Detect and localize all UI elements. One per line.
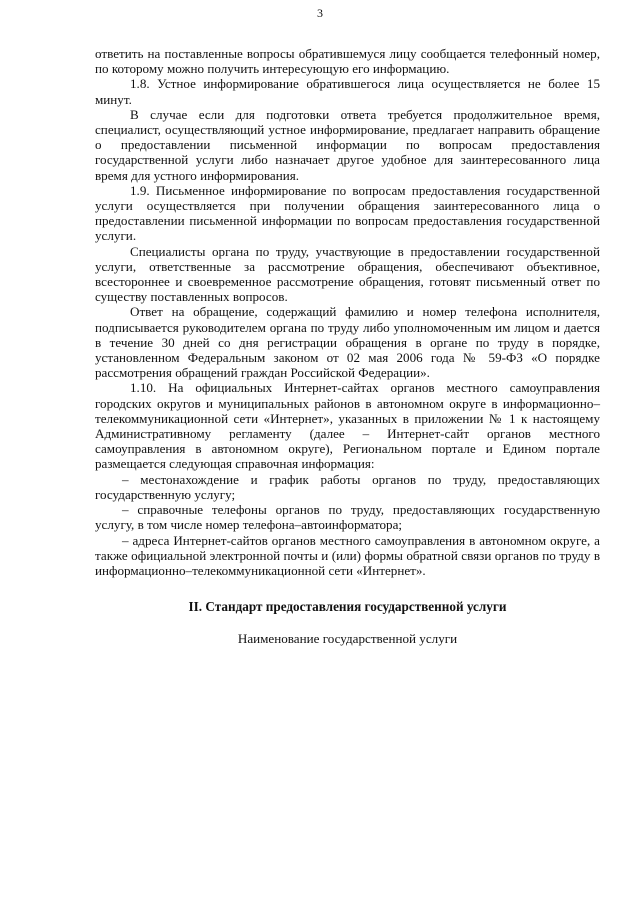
section-title: II. Стандарт предоставления государственной услуги bbox=[188, 599, 507, 615]
subsection-title: Наименование государственной услуги bbox=[237, 631, 458, 647]
list-item-addresses: – адреса Интернет-сайтов органов местного самоуправления в автономном округе, а также официальной электронной почты и (или) формы обратной связи органов по труду в информационно–телекоммуникационной сети «Интернет». bbox=[95, 532, 600, 578]
paragraph-1-8: 1.8. Устное информирование обратившегося лица осуществляется не более 15 минут. bbox=[95, 76, 600, 107]
list-item-phones: – справочные телефоны органов по труду, предоставляющих государственную услугу, в том числе номер телефона–автоинформатора; bbox=[95, 502, 600, 533]
paragraph-1-9: 1.9. Письменное информирование по вопросам предоставления государственной услуги осуществляется при получении обращения заинтересованного лица о предоставлении письменной информации по вопросам предоставления государственной услуги. bbox=[95, 182, 600, 244]
page-number: 3 bbox=[317, 6, 323, 20]
paragraph-specialists: Специалисты органа по труду, участвующие в предоставлении государственной услуги, ответственные за рассмотрение обращения, обеспечивают объективное, всестороннее и своевременное рассмотрение обращения, готовят письменный ответ по существу поставленных вопросов. bbox=[95, 243, 600, 305]
paragraph-answer: Ответ на обращение, содержащий фамилию и номер телефона исполнителя, подписывается руководителем органа по труду либо уполномоченным им лицом и дается в течение 30 дней со дня регистрации обращения в органе по труду в порядке, установленном Федеральным законом от 02 мая 2006 года № 59-ФЗ «О порядке рассмотрения обращений граждан Российской Федерации». bbox=[95, 304, 600, 381]
paragraph-continuation: ответить на поставленные вопросы обратившемуся лицу сообщается телефонный номер, по которому можно получить интересующую его информацию. bbox=[95, 46, 600, 77]
paragraph-1-10: 1.10. На официальных Интернет-сайтах органов местного самоуправления городских округов и муниципальных районов в автономном округе в информационно–телекоммуникационной сети «Интернет», указанных в приложении № 1 к настоящему Административному регламенту (далее – Интернет-сайт органов местного самоуправления в автономном округе), Региональном портале и Едином портале размещается следующая справочная информация: bbox=[95, 380, 600, 472]
paragraph-long-answer: В случае если для подготовки ответа требуется продолжительное время, специалист, осуществляющий устное информирование, предлагает направить обращение о предоставлении письменной информации по вопросам предоставления государственной услуги либо назначает другое удобное для заинтересованного лица время для устного информирования. bbox=[95, 106, 600, 183]
document-body bbox=[95, 46, 600, 647]
list-item-location: – местонахождение и график работы органов по труду, предоставляющих государственную услугу; bbox=[95, 471, 600, 502]
